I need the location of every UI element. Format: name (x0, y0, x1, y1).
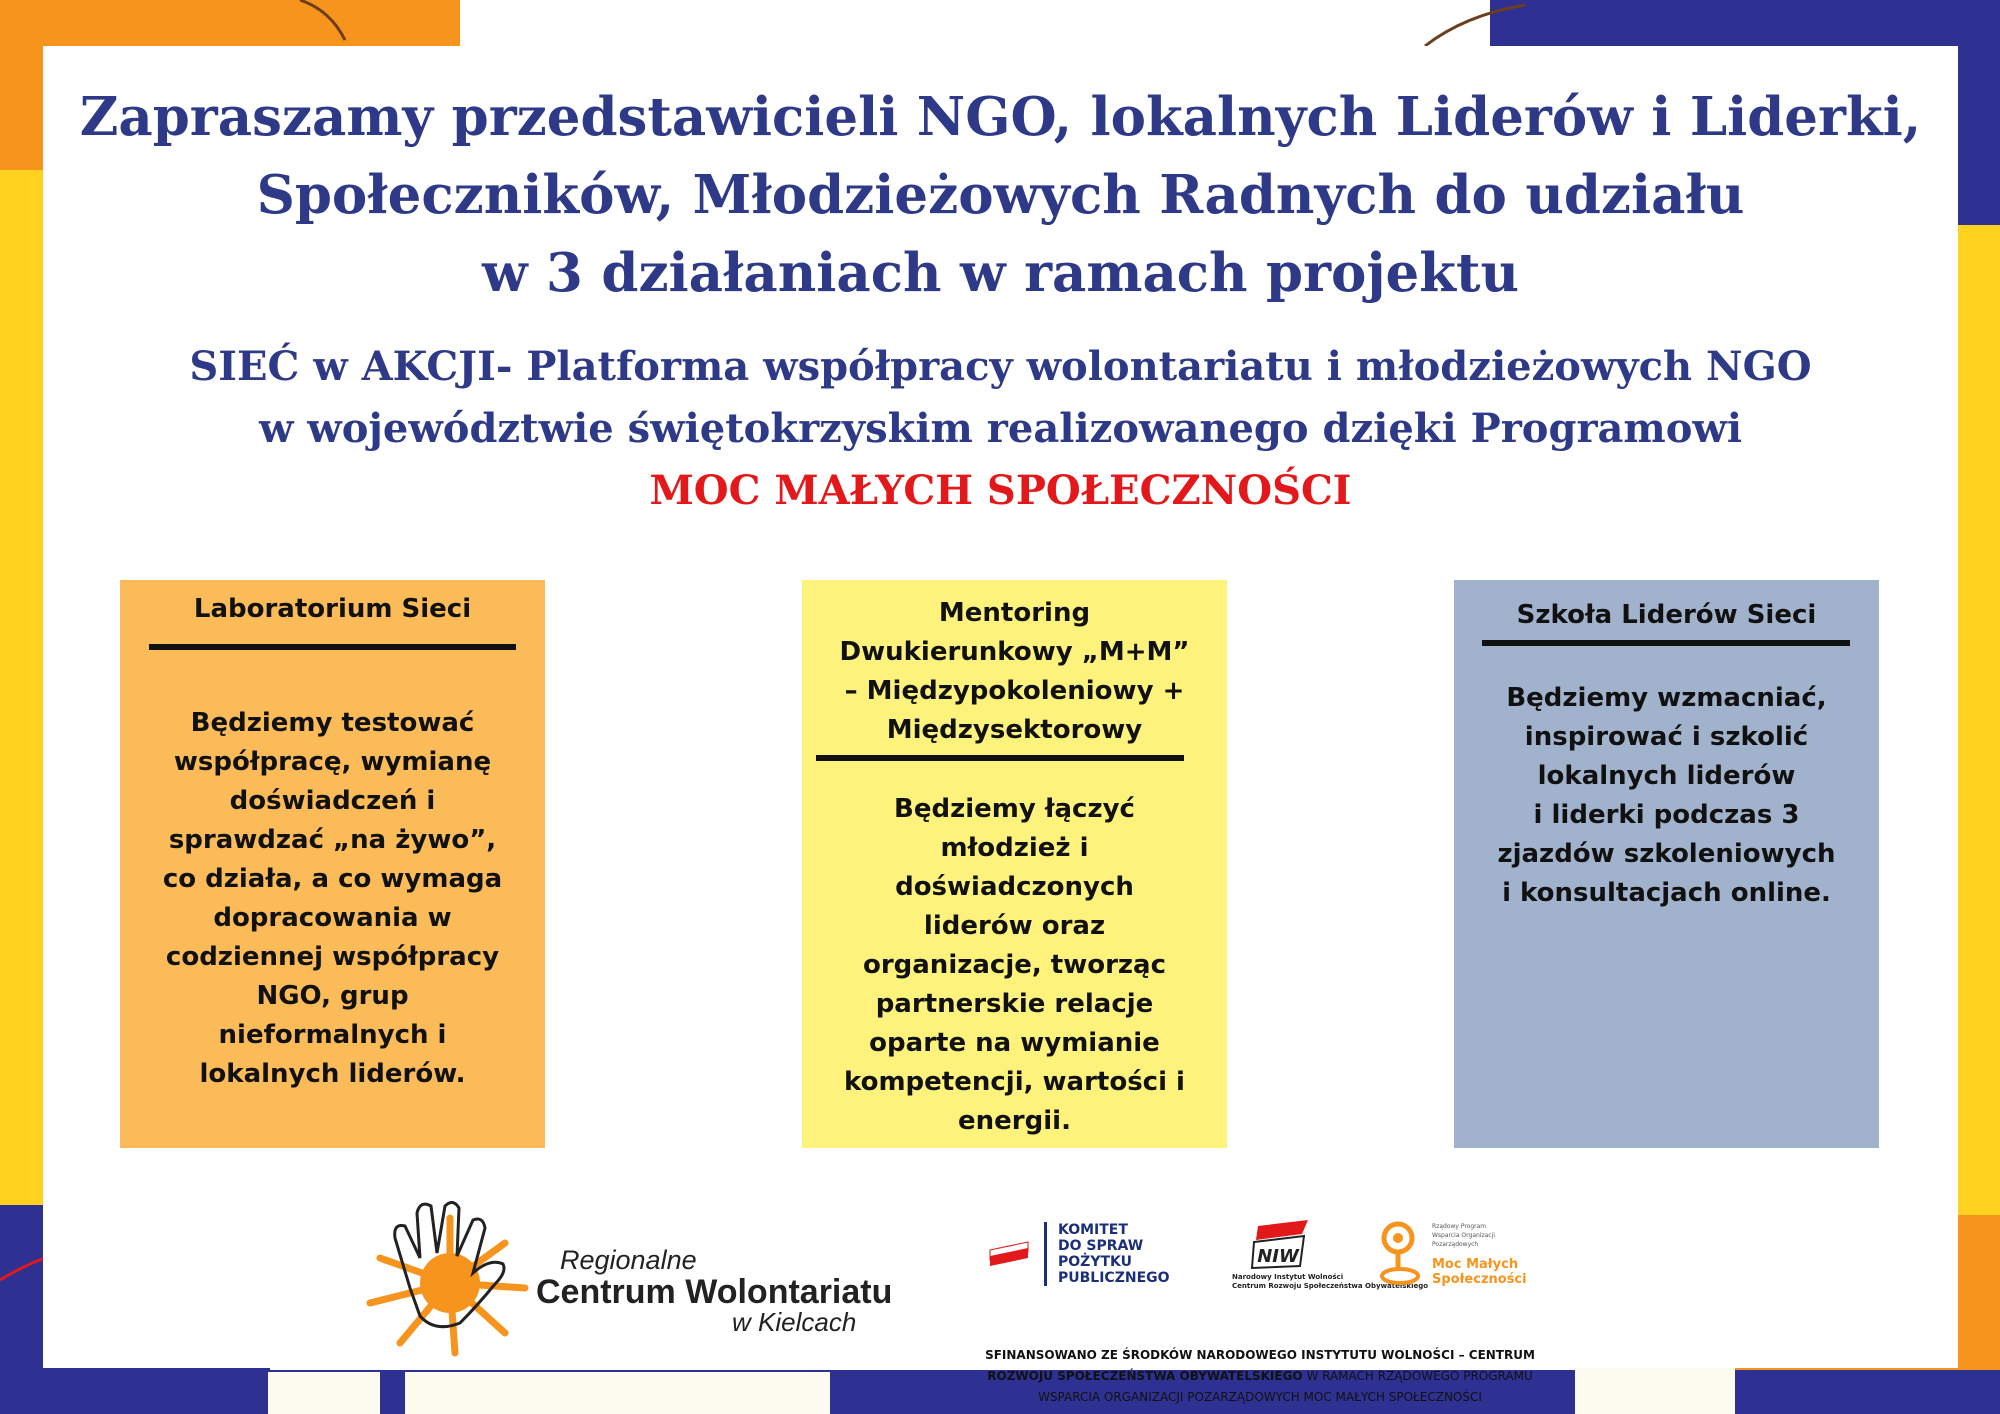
activity-box-mentoring (802, 580, 1227, 1148)
activity-title (812, 594, 1217, 750)
moc-program-icon (1378, 1220, 1422, 1286)
polish-flag-icon (988, 1240, 1030, 1268)
description-line: partnerskie relacje (875, 989, 1154, 1019)
activity-box-laboratorium (120, 580, 545, 1148)
description-line: sprawdzać „na żywo”, (168, 825, 497, 855)
activity-title-line: Szkoła Liderów Sieci (1516, 600, 1817, 630)
description-line: lokalnych liderów. (199, 1059, 466, 1089)
moc-name-line: Moc Małych (1432, 1257, 1519, 1272)
kpp-logo-text (1058, 1222, 1170, 1286)
headline-line: Zapraszamy przedstawicieli NGO, lokalnych Liderów i Liderki, (79, 86, 1922, 148)
kpp-line: KOMITET (1058, 1222, 1128, 1238)
description-line: Będziemy testować (190, 708, 475, 738)
description-line: co działa, a co wymaga (162, 864, 503, 894)
activity-description (1470, 679, 1863, 913)
funding-line: SFINANSOWANO ZE ŚRODKÓW NARODOWEGO INSTYTUTU WOLNOŚCI – CENTRUM (985, 1348, 1535, 1362)
description-line: energii. (958, 1106, 1071, 1136)
description-line: Będziemy wzmacniać, (1506, 683, 1827, 713)
moc-caption-line: Rządowy Program (1432, 1223, 1487, 1230)
description-line: i konsultacjach online. (1502, 878, 1831, 908)
activity-title-line: Laboratorium Sieci (193, 594, 472, 624)
niw-caption-line: Narodowy Instytut Wolności (1232, 1273, 1344, 1281)
description-line: NGO, grup (256, 981, 409, 1011)
program-name: MOC MAŁYCH SPOŁECZNOŚCI (649, 467, 1352, 514)
moc-caption-line: Pozarządowych (1432, 1241, 1479, 1248)
description-line: organizacje, tworząc (862, 950, 1167, 980)
niw-logo (1250, 1220, 1312, 1270)
activity-title-line: – Międzypokoleniowy + (844, 676, 1185, 706)
kpp-line: DO SPRAW (1058, 1238, 1144, 1254)
project-name (43, 336, 1958, 460)
activity-title (1464, 596, 1869, 635)
activity-description (136, 704, 529, 1094)
description-line: Będziemy łączyć (894, 794, 1135, 824)
rcw-name-regionalne: Regionalne (560, 1245, 697, 1275)
description-line: zjazdów szkoleniowych (1497, 839, 1836, 869)
kpp-divider (1044, 1222, 1047, 1286)
rcw-name-kielce: w Kielcach (732, 1307, 857, 1337)
kpp-line: POŻYTKU (1058, 1254, 1132, 1270)
activity-title-line: Międzysektorowy (886, 715, 1143, 745)
headline-line: w 3 działaniach w ramach projektu (481, 242, 1520, 304)
description-line: kompetencji, wartości i (844, 1067, 1185, 1097)
description-line: inspirować i szkolić (1524, 722, 1809, 752)
headline-line: Społeczników, Młodzieżowych Radnych do udziału (256, 164, 1745, 226)
funding-line: WSPARCIA ORGANIZACJI POZARZĄDOWYCH MOC MAŁYCH SPOŁECZNOŚCI (1038, 1390, 1482, 1404)
activity-title-line: Mentoring (938, 598, 1091, 628)
funding-line: ROZWOJU SPOŁECZEŃSTWA OBYWATELSKIEGO (987, 1369, 1303, 1383)
description-line: i liderki podczas 3 (1533, 800, 1800, 830)
activity-box-szkola-liderow (1454, 580, 1879, 1148)
rcw-hand-sun-logo (365, 1198, 535, 1358)
moc-program-caption (1432, 1222, 1495, 1249)
description-line: doświadczeń i (229, 786, 436, 816)
title-divider (1482, 640, 1850, 646)
niw-caption (1232, 1273, 1429, 1291)
title-divider (816, 755, 1184, 761)
activity-description (818, 790, 1211, 1141)
funding-line: W RAMACH RZĄDOWEGO PROGRAMU (1302, 1369, 1533, 1383)
project-line: SIEĆ w AKCJI- Platforma współpracy wolontariatu i młodzieżowych NGO (189, 343, 1812, 390)
description-line: liderów oraz (923, 911, 1106, 941)
activity-title-line: Dwukierunkowy „M+M” (839, 637, 1190, 667)
description-line: współpracę, wymianę (173, 747, 492, 777)
moc-name-line: Społeczności (1432, 1272, 1527, 1287)
funding-note (960, 1345, 1560, 1408)
description-line: codziennej współpracy (165, 942, 500, 972)
niw-mark: NIW (1257, 1246, 1299, 1267)
title-divider (149, 644, 516, 650)
project-line: w województwie świętokrzyskim realizowanego dzięki Programowi (258, 405, 1743, 452)
kpp-line: PUBLICZNEGO (1058, 1270, 1170, 1286)
description-line: nieformalnych i (218, 1020, 447, 1050)
moc-caption-line: Wsparcia Organizacji (1432, 1232, 1495, 1239)
activity-title (130, 590, 535, 629)
moc-program-name (1432, 1257, 1527, 1287)
description-line: dopracowania w (213, 903, 452, 933)
headline (43, 78, 1958, 312)
description-line: oparte na wymianie (869, 1028, 1160, 1058)
description-line: lokalnych liderów (1537, 761, 1796, 791)
rcw-name-centrum: Centrum Wolontariatu (536, 1273, 893, 1311)
niw-caption-line: Centrum Rozwoju Społeczeństwa Obywatelskiego (1232, 1282, 1429, 1290)
description-line: młodzież i (940, 833, 1089, 863)
description-line: doświadczonych (895, 872, 1134, 902)
